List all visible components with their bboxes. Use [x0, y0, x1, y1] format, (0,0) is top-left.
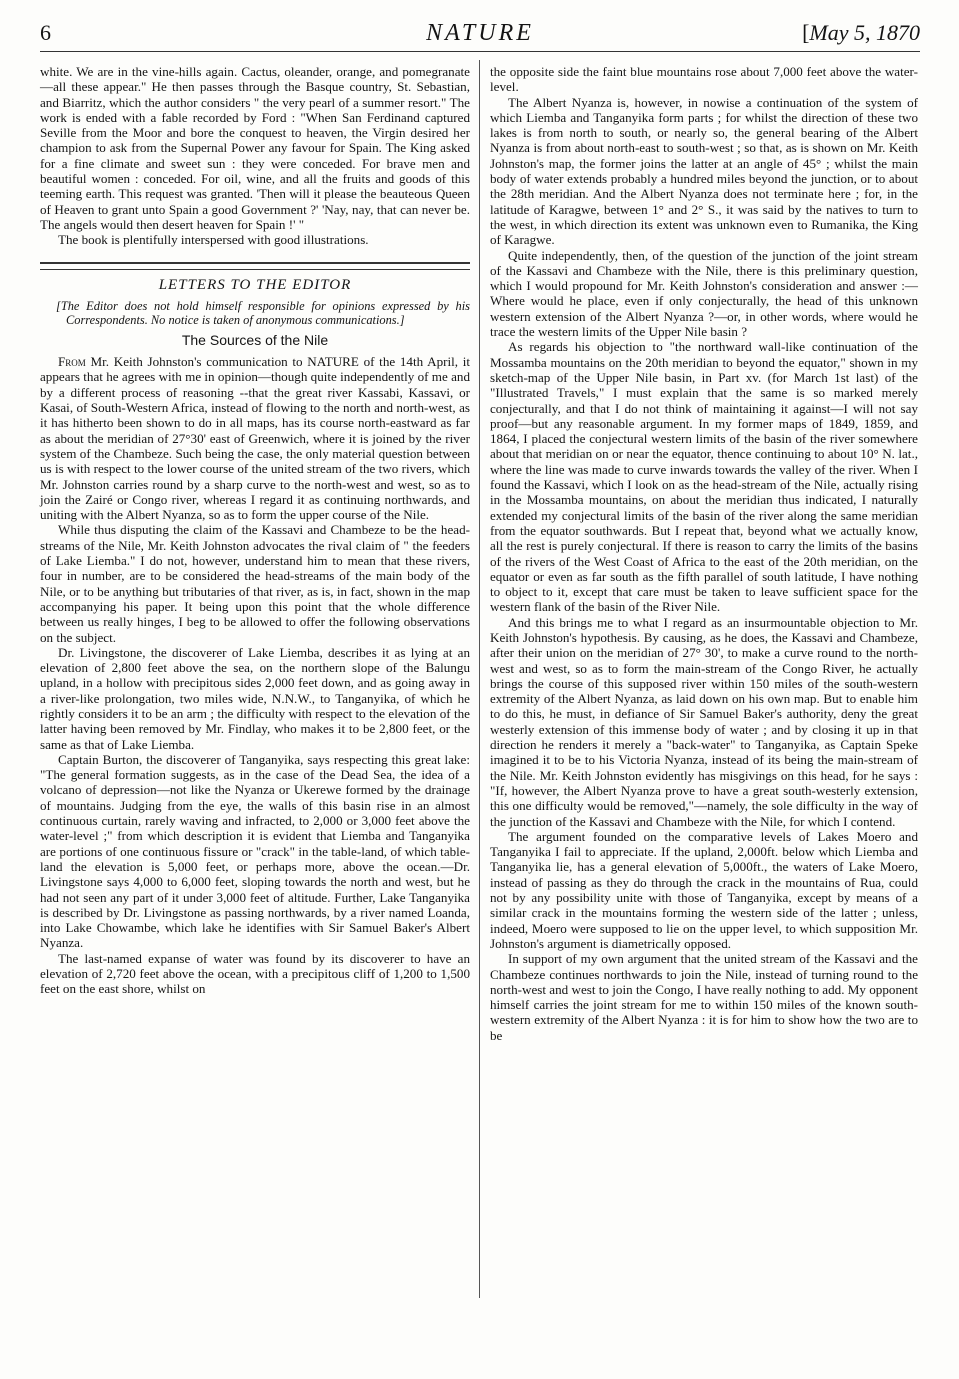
article-paragraph: Quite independently, then, of the question of the junction of the joint stream of the Kassavi and Chambeze with the Nile, there is this preliminary question, which I would propound for Mr. Keith Johnston's consideration and answer :—Where would he place, even if only conjecturally, the head of this unknown western extension of the Albert Nyanza ?—or, in other words, where would he trace the western limits of the Upper Nile basin ? [490, 247, 918, 340]
article-paragraph: As regards his objection to "the northward wall-like continuation of the Mossamba mountains on the 20th meridian to beyond the equator," shown in my sketch-map of the Upper Nile basin, in Part xv. (for March 1st last) of the "Illustrated Travels," I must explain that the same is so marked merely conjecturally, and that I do not think of maintaining it against—I will not say proof—but any reasonable argument. In my former maps of 1849, 1859, and 1864, I placed the conjectural western limits of the basin of the river somewhere about that meridian on or near the equator, thence continuing to about 10° N. lat., where the line was made to curve inwards towards the valley of the river. When I found the Kassavi, which I look on as the head-stream of the Nile, actually rising in the Mossamba mountains, on about the meridian thus indicated, I naturally extended my conjectural limits of the basin of the river along the same meridian from the equator southwards. But I repeat that, beyond what we actually know, all the rest is purely conjectural. If there is reason to carry the limits of the basins of the rivers of the West Coast of Africa to the east of the 20th meridian, on the equator or even as far south as the fifth parallel of south latitude, I have nothing to object to it, except that care must be taken to leave sufficient space for the western flank of the basin of the River Nile. [490, 339, 918, 615]
issue-date [802, 20, 920, 46]
section-title: LETTERS TO THE EDITOR [158, 276, 352, 293]
article-paragraph: In support of my own argument that the united stream of the Kassavi and the Chambeze continues northwards to join the Nile, instead of turning round to the north-west and west to join the Congo, I have really nothing to add. My opponent himself carries the joint stream for me to within 150 miles of the known south-western extremity of the Albert Nyanza : it is for him to show how the two are to be [490, 951, 918, 1043]
article-paragraph [40, 354, 470, 522]
section-divider [40, 262, 470, 270]
journal-title: NATURE [426, 20, 534, 46]
header-rule [40, 51, 920, 52]
article-paragraph: the opposite side the faint blue mountains rose about 7,000 feet above the water-level. [490, 64, 918, 95]
article-title: The Sources of the Nile [181, 331, 329, 348]
article-paragraph: The Albert Nyanza is, however, in nowise a continuation of the system of which Liemba and Tanganyika form parts ; for whilst the direction of these two lakes is from north to south, or nearly so, the general bearing of the Albert Nyanza is from about north-east to south-west ; so that, as is shown on Mr. Keith Johnston's map, the former joins the latter at an angle of 45° ; whilst the main body of water extends probably a hundred miles beyond the junction, or to about the 28th meridian. And the Albert Nyanza does not terminate here ; for, in the latitude of Karagwe, between 1° and 2° S., it was said by the natives to turn to the west, in which direction its extent was unknown even to Rumanika, the King of Karagwe. [490, 94, 918, 248]
right-column [490, 64, 918, 1043]
review-paragraph: white. We are in the vine-hills again. Cactus, oleander, orange, and pomegranate—all these appear." He then passes through the Basque country, St. Sebastian, and Biarritz, which the author considers " the very pearl of a summer resort." The work is ended with a fable recorded by Ford : "When San Ferdinand captured Seville from the Moor and bore the conquest to heaven, the Virgin desired her champion to ask from the Supernal Power any favour for Spain. The King asked for a fine climate and sweet sun : they were conceded. For brave men and beautiful women : conceded. For oil, wine, and all the fruits and goods of this teeming earth. This request was granted. 'Then will it please the beauteous Queen of Heaven to grant unto Spain a good Government ?' 'Nay, nay, that can never be. The angels would then desert heaven for Spain !' " [40, 64, 470, 232]
page-number: 6 [40, 20, 51, 45]
article-paragraph: And this brings me to what I regard as an insurmountable objection to Mr. Keith Johnston's hypothesis. By causing, as he does, the Kassavi and Chambeze, after their union on the meridian of 27° 30', to make a curve round to the north-west and west, so as to form the main-stream of the Congo River, he actually brings the course of this supposed river within 150 miles of the south-western extremity of the Albert Nyanza, as laid down on his own map. But to enable him to do this, he must, in defiance of Sir Samuel Baker's authority, deny the great westerly extension of this immense body of water ; and by closing it up in that direction he renders it merely a "back-water" to Tanganyika, as Captain Speke imagined it to be to his Victoria Nyanza, instead of its being the main-stream of the Nile. Mr. Keith Johnston evidently has misgivings on this head, for he says : "If, however, the Albert Nyanza prove to have a great south-westerly extension, this one difficulty would be removed,"—namely, the sole difficulty in the way of the junction of the Kassavi and Chambeze with the Nile, for which I contend. [490, 614, 918, 829]
lead-word: From [58, 354, 86, 370]
article-paragraph: Dr. Livingstone, the discoverer of Lake Liemba, describes it as lying at an elevation of 2,800 feet above the sea, on the northern slope of the Balungu upland, in a hollow with precipitous sides 2,000 feet down, and as going away in a river-like prolongation, two miles wide, N.N.W., to Tanganyika, of which he rightly considers it to be an arm ; the difficulty with respect to the elevation of the latter having been removed by Mr. Findlay, who makes it to be 2,800 feet, or the same as that of Lake Liemba. [40, 644, 470, 752]
article-paragraph: The last-named expanse of water was found by its discoverer to have an elevation of 2,720 feet above the ocean, with a precipitous cliff of 1,200 to 1,500 feet on the east shore, whilst on [40, 950, 470, 997]
editor-disclaimer: [The Editor does not hold himself responsible for opinions expressed by his Correspondents. No notice is taken of anonymous communications.] [56, 298, 470, 327]
date-bracket: [ [802, 20, 810, 45]
lead-paragraph-text: Mr. Keith Johnston's communication to NATURE of the 14th April, it appears that he agrees with me in opinion—though quite independently of me and by a different process of reasoning --that the great river Kassabi, Kassavi, or Kasai, of South-Western Africa, instead of flowing to the north and north-west, as it has hitherto been shown to do in all maps, has its course north-eastward as far as about the meridian of 27°30' east of Greenwich, where it is joined by the river system of the Chambeze. Such being the case, the only material question between us is with respect to the lower course of the united stream of the two rivers, which Mr. Johnston carries round by a sharp curve to the north-west and west, so as to join the Zairé or Congo river, whereas I regard it as continuing northwards, and uniting with the Albert Nyanza, so as to form the upper course of the Nile. [40, 354, 470, 523]
left-column [40, 64, 470, 997]
issue-date-text: May 5, 1870 [809, 20, 920, 45]
article-paragraph: While thus disputing the claim of the Kassavi and Chambeze to be the head-streams of the Nile, Mr. Keith Johnston advocates the rival claim of " the feeders of Lake Liemba." I do not, however, understand him to mean that these rivers, four in number, are to be considered the head-streams of the main body of the Nile, or to be anything but tributaries of that river, as is, in fact, shown in the map accompanying his paper. It being upon this point that the whole difference between us really hinges, I beg to be allowed to offer the following observations on the subject. [40, 522, 470, 645]
article-paragraph: Captain Burton, the discoverer of Tanganyika, says respecting this great lake: "The general formation suggests, as in the case of the Dead Sea, the idea of a volcano of depression—not like the Nyanza or Ukerewe formed by the drainage of mountains. Judging from the eye, the walls of this basin rise in an almost continuous curtain, rarely waving and infracted, to 2,000 or 3,000 feet above the water-level ;" from which description it is evident that Liemba and Tanganyika are portions of one continuous fissure or "crack" in the table-land, of which table-land the elevation is 5,000 feet, or perhaps more, above the ocean.—Dr. Livingstone says 4,000 to 6,000 feet, sloping towards the north and west, but he had not seen any part of it under 3,000 feet of altitude. Further, Lake Tanganyika is described by Dr. Livingstone as passing northwards, by a river named Loanda, into Lake Chowambe, which lake he identifies with Sir Samuel Baker's Albert Nyanza. [40, 751, 470, 951]
page-header [40, 20, 920, 50]
review-paragraph: The book is plentifully interspersed with good illustrations. [58, 232, 369, 248]
column-divider [479, 60, 480, 1298]
article-paragraph: The argument founded on the comparative levels of Lakes Moero and Tanganyika I fail to appreciate. If the upland, 2,000ft. below which Liemba and Tanganyika lie, has a general elevation of 5,000ft., the waters of Lake Moero, instead of passing as they do through the crack in the mountains of Rua, could not by any possibility unite with those of Tanganyika, except by means of a similar crack in the mountains forming the western side of the latter ; unless, indeed, Moero were supposed to lie on the upper level, to which supposition Mr. Johnston's argument is diametrically opposed. [490, 828, 918, 951]
